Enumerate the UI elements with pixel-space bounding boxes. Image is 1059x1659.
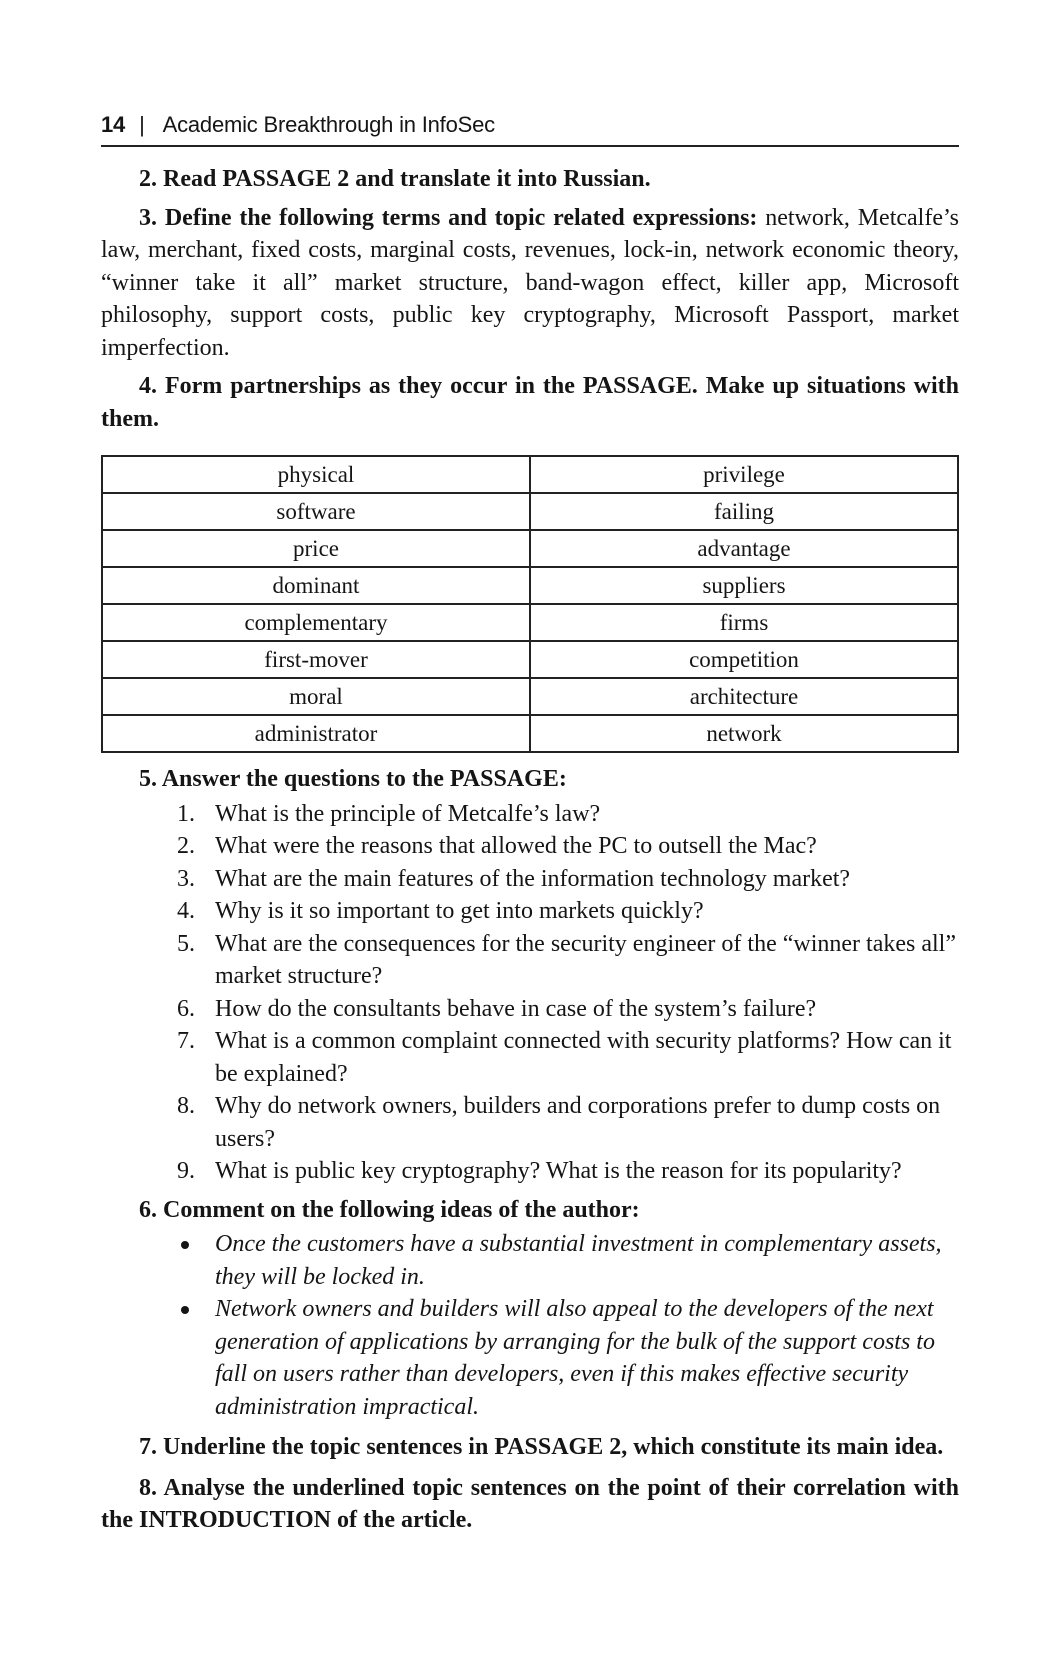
header-separator: | — [139, 112, 145, 137]
question-number: 9. — [177, 1158, 195, 1184]
exercise-7-text: Underline the topic sentences in PASSAGE 2, which constitute its main idea. — [163, 1434, 944, 1460]
page-content — [101, 163, 959, 1537]
table-row — [102, 604, 958, 641]
exercise-number: 6. — [139, 1196, 157, 1223]
exercise-2 — [101, 163, 959, 196]
running-header — [101, 110, 959, 147]
ideas-list — [101, 1228, 959, 1423]
question-number: 1. — [177, 800, 195, 827]
exercise-number: 4. — [139, 373, 157, 399]
exercise-number: 3. — [139, 204, 157, 231]
table-cell-right: network — [530, 715, 958, 752]
idea-text: Once the customers have a substantial investment in complementary assets, they will be locked in. — [215, 1231, 942, 1290]
question-item — [177, 928, 959, 993]
idea-item — [177, 1228, 959, 1293]
bullet-icon — [181, 1241, 189, 1249]
question-item — [177, 863, 959, 896]
question-text: What is the principle of Metcalfe’s law? — [215, 800, 601, 827]
table-cell-right: firms — [530, 604, 958, 641]
exercise-6 — [101, 1194, 959, 1424]
question-item — [177, 1025, 959, 1090]
table-cell-right: advantage — [530, 530, 958, 567]
table-cell-right: suppliers — [530, 567, 958, 604]
exercise-3-terms: network, Metcalfe’s law, merchant, fixed costs, marginal costs, revenues, lock-in, network economic theory, “winner take it all” market structure, band-wagon effect, killer app, Microsoft philosophy, support costs, public key cryptography, Microsoft Passport, market imperfection. — [101, 204, 960, 361]
question-item — [177, 993, 959, 1026]
table-cell-left: dominant — [102, 567, 530, 604]
question-text: What are the consequences for the security engineer of the “winner takes all” market structure? — [215, 930, 956, 989]
question-text: What is a common complaint connected with security platforms? How can it be explained? — [215, 1028, 952, 1087]
question-text: What is public key cryptography? What is the reason for its popularity? — [215, 1158, 902, 1184]
exercise-number: 7. — [139, 1434, 157, 1460]
table-row — [102, 678, 958, 715]
bullet-icon — [181, 1306, 189, 1314]
table-cell-left: price — [102, 530, 530, 567]
questions-list — [101, 798, 959, 1188]
table-row — [102, 493, 958, 530]
question-number: 8. — [177, 1093, 195, 1119]
exercise-5-heading — [101, 763, 959, 796]
question-text: What were the reasons that allowed the PC to outsell the Mac? — [215, 833, 817, 859]
table-row — [102, 567, 958, 604]
exercise-3 — [101, 202, 959, 365]
exercise-7 — [101, 1431, 959, 1464]
question-item — [177, 1090, 959, 1155]
table-cell-left: moral — [102, 678, 530, 715]
book-title: Academic Breakthrough in InfoSec — [162, 112, 495, 137]
question-text: Why is it so important to get into markets quickly? — [215, 898, 704, 924]
table-cell-left: complementary — [102, 604, 530, 641]
exercise-number: 5. — [139, 766, 157, 792]
page-number: 14 — [101, 112, 126, 137]
question-number: 5. — [177, 930, 195, 957]
table-cell-left: software — [102, 493, 530, 530]
exercise-3-instruction: Define the following terms and topic related expressions: — [164, 204, 758, 231]
question-item — [177, 1155, 959, 1188]
exercise-8-text: Analyse the underlined topic sentences on the point of their correlation with the INTRODUCTION of the article. — [101, 1474, 959, 1533]
question-item — [177, 895, 959, 928]
table-row — [102, 456, 958, 493]
table-cell-right: competition — [530, 641, 958, 678]
exercise-number: 2. — [139, 166, 157, 192]
question-number: 7. — [177, 1028, 195, 1054]
question-number: 3. — [177, 865, 195, 892]
partnerships-table — [101, 455, 959, 753]
exercise-2-text: Read PASSAGE 2 and translate it into Russian. — [163, 166, 651, 192]
exercise-8 — [101, 1472, 959, 1537]
exercise-5 — [101, 763, 959, 1188]
table-row — [102, 530, 958, 567]
exercise-6-heading — [101, 1194, 959, 1227]
question-number: 2. — [177, 833, 195, 859]
question-number: 6. — [177, 995, 195, 1022]
exercise-6-title: Comment on the following ideas of the author: — [163, 1196, 640, 1223]
exercise-4-text: Form partnerships as they occur in the PASSAGE. Make up situations with them. — [101, 373, 960, 432]
table-cell-left: physical — [102, 456, 530, 493]
question-text: How do the consultants behave in case of the system’s failure? — [215, 995, 817, 1022]
question-text: Why do network owners, builders and corporations prefer to dump costs on users? — [215, 1093, 941, 1152]
exercise-number: 8. — [139, 1474, 157, 1501]
table-row — [102, 641, 958, 678]
table-cell-right: architecture — [530, 678, 958, 715]
exercise-4 — [101, 370, 959, 435]
table-cell-left: first-mover — [102, 641, 530, 678]
exercise-5-title: Answer the questions to the PASSAGE: — [161, 766, 567, 792]
table-row — [102, 715, 958, 752]
idea-text: Network owners and builders will also appeal to the developers of the next generation of applications by arranging for the bulk of the support costs to fall on users rather than developers, even if this makes effective security administration impractical. — [215, 1296, 935, 1420]
table-cell-left: administrator — [102, 715, 530, 752]
idea-item — [177, 1293, 959, 1423]
question-item — [177, 798, 959, 831]
question-item — [177, 830, 959, 863]
question-number: 4. — [177, 898, 195, 924]
table-cell-right: privilege — [530, 456, 958, 493]
question-text: What are the main features of the information technology market? — [215, 865, 851, 892]
table-cell-right: failing — [530, 493, 958, 530]
